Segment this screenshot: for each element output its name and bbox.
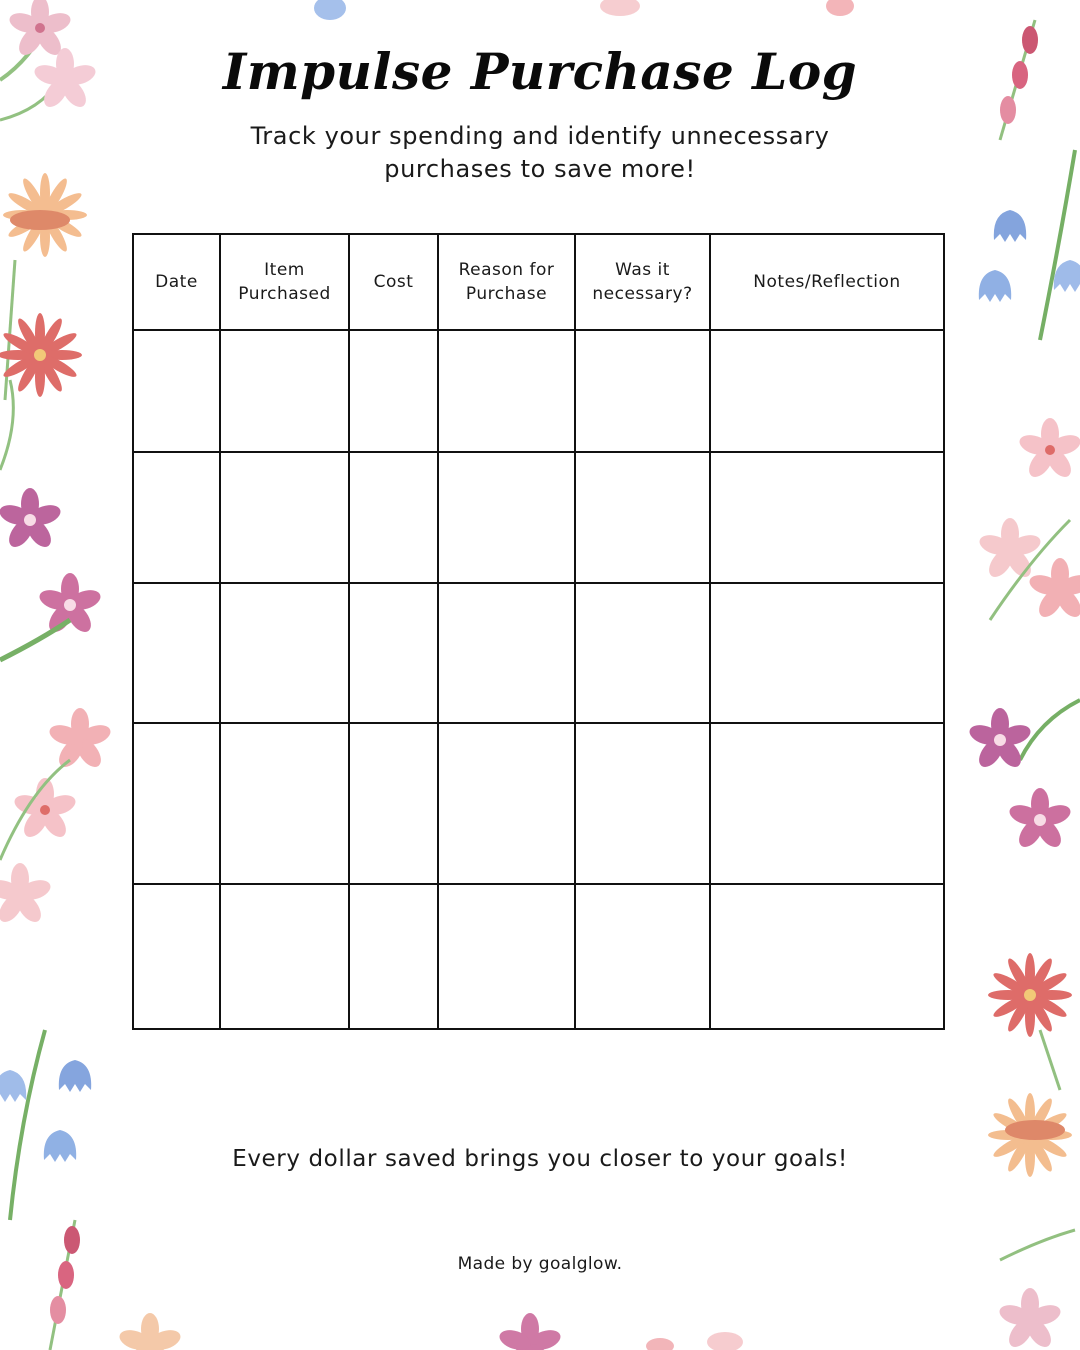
table-cell[interactable] xyxy=(133,583,220,723)
table-cell[interactable] xyxy=(575,452,710,583)
table-cell[interactable] xyxy=(133,723,220,884)
page-title: Impulse Purchase Log xyxy=(222,42,858,101)
table-cell[interactable] xyxy=(349,330,438,452)
table-cell[interactable] xyxy=(710,452,944,583)
table-row xyxy=(133,452,944,583)
table-cell[interactable] xyxy=(438,583,575,723)
table-cell[interactable] xyxy=(220,723,349,884)
table-row xyxy=(133,330,944,452)
subtitle-line-1: Track your spending and identify unnecessary xyxy=(250,122,830,150)
table-cell[interactable] xyxy=(438,452,575,583)
column-header-cost: Cost xyxy=(349,234,438,330)
table-cell[interactable] xyxy=(575,583,710,723)
column-header-notes: Notes/Reflection xyxy=(710,234,944,330)
table-cell[interactable] xyxy=(349,452,438,583)
table-row xyxy=(133,723,944,884)
table-row xyxy=(133,583,944,723)
table-cell[interactable] xyxy=(710,583,944,723)
table-cell[interactable] xyxy=(133,884,220,1029)
table-cell[interactable] xyxy=(575,884,710,1029)
table-cell[interactable] xyxy=(438,884,575,1029)
column-header-item-purchased: Item Purchased xyxy=(220,234,349,330)
column-header-necessary: Was it necessary? xyxy=(575,234,710,330)
table-cell[interactable] xyxy=(133,330,220,452)
column-header-reason: Reason for Purchase xyxy=(438,234,575,330)
table-cell[interactable] xyxy=(220,330,349,452)
table-header-row xyxy=(133,234,944,330)
table-cell[interactable] xyxy=(575,330,710,452)
column-header-date: Date xyxy=(133,234,220,330)
table-cell[interactable] xyxy=(710,330,944,452)
motivational-quote: Every dollar saved brings you closer to your goals! xyxy=(232,1146,848,1172)
credit-text: Made by goalglow. xyxy=(457,1254,623,1274)
table-cell[interactable] xyxy=(710,884,944,1029)
table-cell[interactable] xyxy=(438,723,575,884)
top-flowers xyxy=(314,0,854,20)
subtitle-line-2: purchases to save more! xyxy=(384,155,696,183)
table-cell[interactable] xyxy=(438,330,575,452)
bottom-flowers xyxy=(497,1313,743,1350)
page-subtitle xyxy=(240,120,840,186)
table-cell[interactable] xyxy=(349,723,438,884)
table-cell[interactable] xyxy=(349,583,438,723)
table-cell[interactable] xyxy=(220,583,349,723)
table-row xyxy=(133,884,944,1029)
table-cell[interactable] xyxy=(349,884,438,1029)
purchase-log-table xyxy=(132,233,945,1030)
table-cell[interactable] xyxy=(575,723,710,884)
table-cell[interactable] xyxy=(133,452,220,583)
table-cell[interactable] xyxy=(220,452,349,583)
table-cell[interactable] xyxy=(220,884,349,1029)
table-cell[interactable] xyxy=(710,723,944,884)
